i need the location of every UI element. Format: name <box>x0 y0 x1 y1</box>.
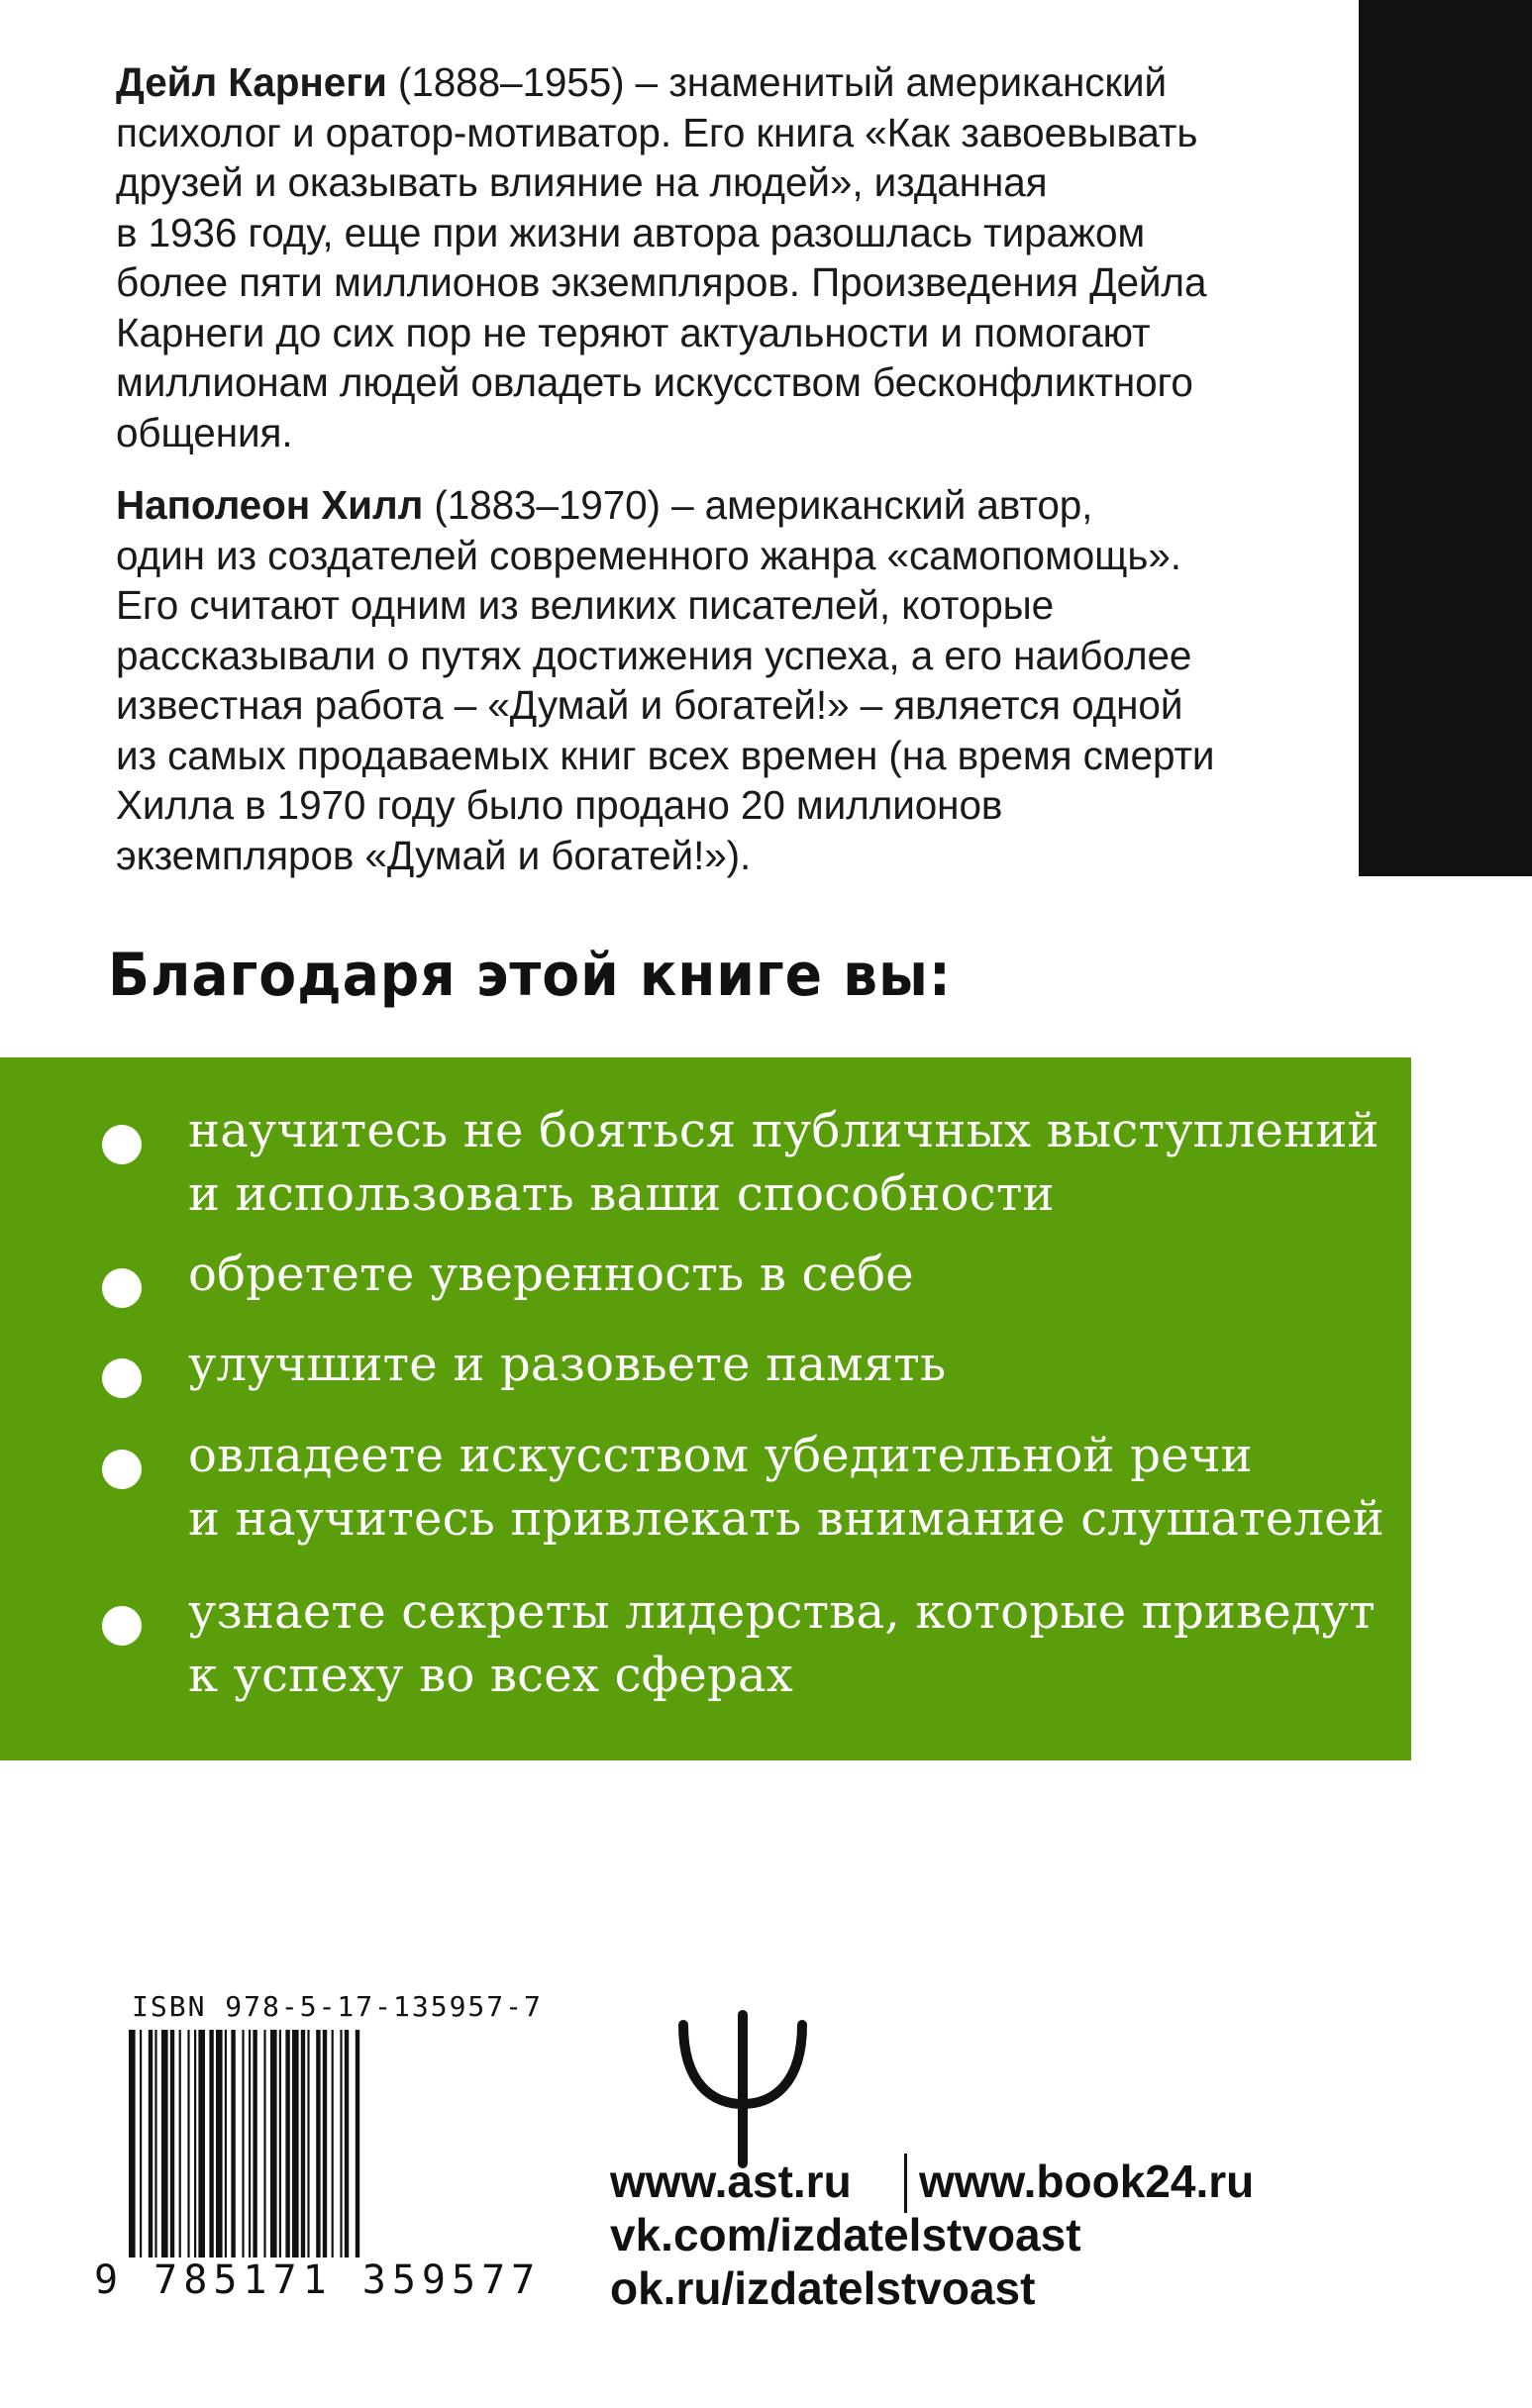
benefit-line: научитесь не бояться публичных выступлений <box>188 1103 1379 1158</box>
psi-logo-icon <box>673 2005 812 2168</box>
barcode-digits: 9 785171 359577 <box>94 2258 542 2303</box>
bio-line: миллионам людей овладеть искусством бесконфликтного <box>116 359 1193 405</box>
bio-line: один из создателей современного жанра «самопомощь». <box>116 532 1181 578</box>
link-book24[interactable]: www.book24.ru <box>919 2156 1255 2207</box>
author-bio-hill <box>116 480 1304 880</box>
link-ast[interactable]: www.ast.ru <box>610 2156 852 2207</box>
author-name: Наполеон Хилл <box>116 482 424 528</box>
link-vk[interactable]: vk.com/izdatelstvoast <box>610 2209 1081 2260</box>
benefit-line: к успеху во всех сферах <box>188 1648 794 1703</box>
bio-line: рассказывали о путях достижения успеха, а его наиболее <box>116 632 1192 678</box>
bio-line: более пяти миллионов экземпляров. Произведения Дейла <box>116 259 1207 305</box>
bullet-circle-icon <box>102 1606 142 1646</box>
black-spine-strip <box>1359 0 1532 876</box>
benefit-line: улучшите и разовьете память <box>188 1337 947 1392</box>
bio-line: из самых продаваемых книг всех времен (на время смерти <box>116 732 1215 778</box>
bio-line: друзей и оказывать влияние на людей», изданная <box>116 159 1048 205</box>
author-name: Дейл Карнеги <box>116 59 387 105</box>
bio-line: известная работа – «Думай и богатей!» – является одной <box>116 682 1183 728</box>
bio-line: в 1936 году, еще при жизни автора разошлась тиражом <box>116 209 1146 255</box>
bio-line: Наполеон Хилл (1883–1970) – американский автор, <box>116 482 1093 528</box>
benefit-line: узнаете секреты лидерства, которые приведут <box>188 1584 1376 1640</box>
bio-line: Карнеги до сих пор не теряют актуальности и помогают <box>116 309 1151 355</box>
bullet-circle-icon <box>102 1358 142 1398</box>
bullet-circle-icon <box>102 1268 142 1308</box>
benefit-line: обретете уверенность в себе <box>188 1247 914 1302</box>
bullet-circle-icon <box>102 1450 142 1489</box>
bio-line: общения. <box>116 409 293 455</box>
benefits-panel <box>0 1057 1411 1760</box>
benefit-line: и научитесь привлекать внимание слушателей <box>188 1491 1384 1547</box>
author-bio-carnegie <box>116 57 1304 457</box>
link-ok[interactable]: ok.ru/izdatelstvoast <box>610 2262 1036 2314</box>
benefit-line: и использовать ваши способности <box>188 1166 1055 1222</box>
bio-line: экземпляров «Думай и богатей!»). <box>116 832 752 878</box>
link-separator <box>904 2154 907 2213</box>
benefits-heading: Благодаря этой книге вы: <box>108 941 952 1010</box>
isbn-label: ISBN 978-5-17-135957-7 <box>132 1990 543 2023</box>
bio-line: Дейл Карнеги (1888–1955) – знаменитый американский <box>116 59 1168 105</box>
bullet-circle-icon <box>102 1125 142 1164</box>
barcode <box>129 2030 510 2258</box>
bio-line: психолог и оратор-мотиватор. Его книга «Как завоевывать <box>116 109 1198 155</box>
bio-line: Его считают одним из великих писателей, которые <box>116 582 1055 628</box>
bio-line: Хилла в 1970 году было продано 20 миллионов <box>116 782 1003 828</box>
benefit-line: овладеете искусством убедительной речи <box>188 1428 1253 1483</box>
